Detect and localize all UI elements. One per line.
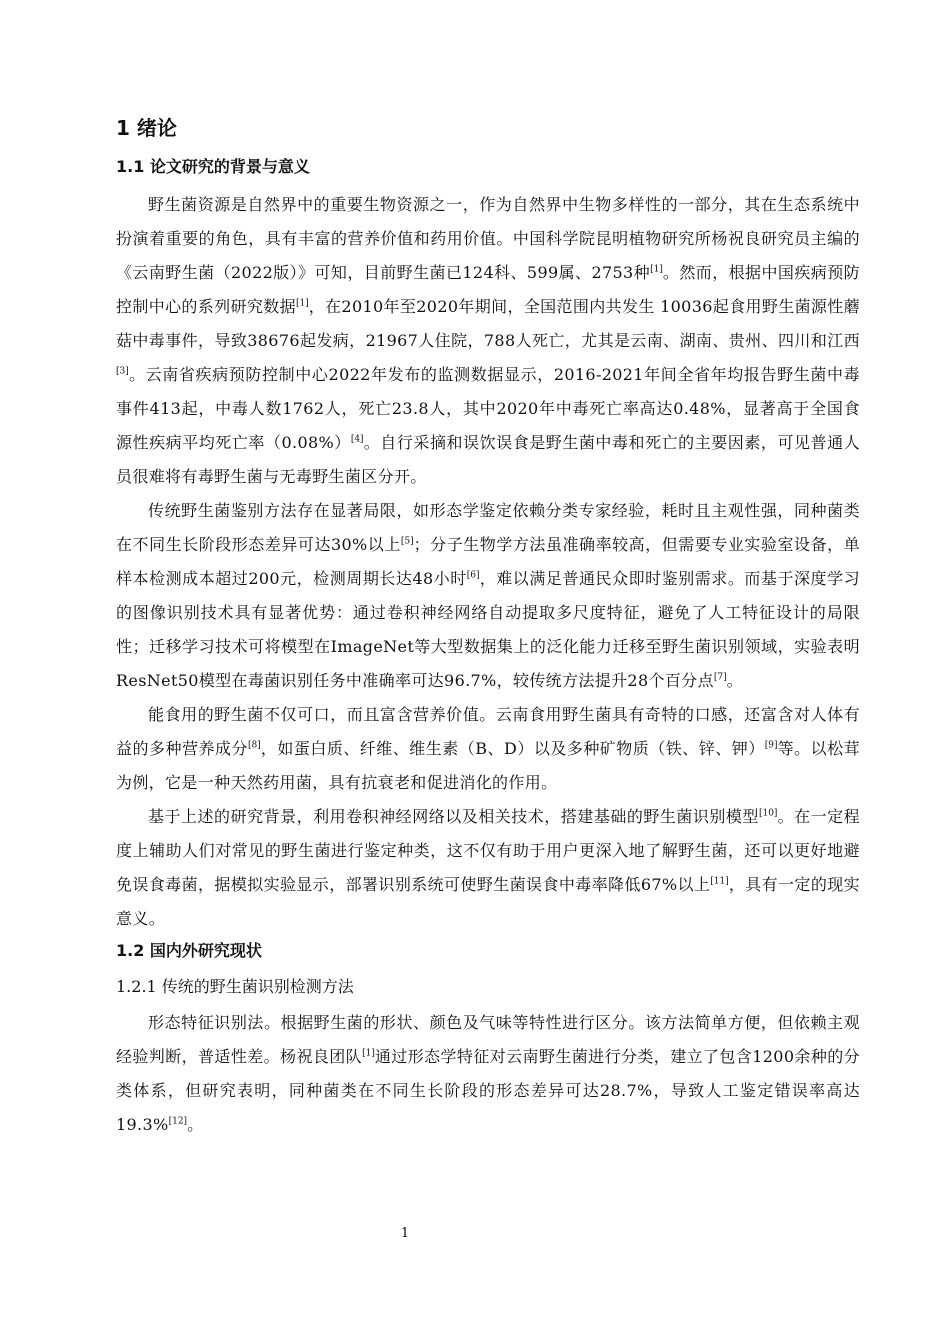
citation-marker: [3] xyxy=(116,366,129,377)
citation-marker: [6] xyxy=(466,570,480,581)
citation-marker: [1] xyxy=(362,1048,375,1059)
citation-marker: [11] xyxy=(710,876,729,887)
citation-marker: [8] xyxy=(247,740,261,751)
paragraph-nutrition: 能食用的野生菌不仅可口，而且富含营养价值。云南食用野生菌具有奇特的口感，还富含对人体有益的多种营养成分[8]，如蛋白质、纤维、维生素（B、D）以及多种矿物质（铁、锌、钾）[9]等。以松茸为例，它是一种天然药用菌，具有抗衰老和促进消化的作用。 xyxy=(116,705,860,792)
citation-marker: [1] xyxy=(295,298,309,309)
page-number: 1 xyxy=(400,1226,410,1241)
subsection-title-1-2-1: 1.2.1 传统的野生菌识别检测方法 xyxy=(116,977,354,996)
citation-marker: [7] xyxy=(713,672,727,683)
citation-marker: [1] xyxy=(650,264,663,275)
section-title-1-1: 1.1 论文研究的背景与意义 xyxy=(116,157,310,176)
citation-marker: [10] xyxy=(758,808,778,819)
citation-marker: [9] xyxy=(764,740,778,751)
page-body xyxy=(116,112,860,1142)
paragraph-significance: 基于上述的研究背景，利用卷积神经网络以及相关技术，搭建基础的野生菌识别模型[10]。在一定程度上辅助人们对常见的野生菌进行鉴定种类，这不仅有助于用户更深入地了解野生菌，还可以更好地避免误食毒菌，据模拟实验显示，部署识别系统可使野生菌误食中毒率降低67%以上[11]，具有一定的现实意义。 xyxy=(116,807,860,928)
citation-marker: [5] xyxy=(400,536,414,547)
section-title-1-2: 1.2 国内外研究现状 xyxy=(116,941,262,960)
paragraph-background: 野生菌资源是自然界中的重要生物资源之一，作为自然界中生物多样性的一部分，其在生态系统中扮演着重要的角色，具有丰富的营养价值和药用价值。中国科学院昆明植物研究所杨祝良研究员主编的《云南野生菌（2022版）》可知，目前野生菌已124科、599属、2753种[1]。然而，根据中国疾病预防控制中心的系列研究数据[1]，在2010年至2020年期间，全国范围内共发生 10036起食用野生菌源性蘑菇中毒事件，导致38676起发病，21967人住院，788人死亡，尤其是云南、湖南、贵州、四川和江西[3]。云南省疾病预防控制中心2022年发布的监测数据显示，2016-2021年间全省年均报告野生菌中毒事件413起，中毒人数1762人，死亡23.8人，其中2020年中毒死亡率高达0.48%，显著高于全国食源性疾病平均死亡率（0.08%）[4]。自行采摘和误饮误食是野生菌中毒和死亡的主要因素，可见普通人员很难将有毒野生菌与无毒野生菌区分开。 xyxy=(116,195,860,486)
citation-marker: [4] xyxy=(350,434,364,445)
paragraph-traditional-methods: 传统野生菌鉴别方法存在显著局限，如形态学鉴定依赖分类专家经验，耗时且主观性强，同种菌类在不同生长阶段形态差异可达30%以上[5]；分子生物学方法虽准确率较高，但需要专业实验室设备，单样本检测成本超过200元，检测周期长达48小时[6]，难以满足普通民众即时鉴别需求。而基于深度学习的图像识别技术具有显著优势：通过卷积神经网络自动提取多尺度特征，避免了人工特征设计的局限性；迁移学习技术可将模型在ImageNet等大型数据集上的泛化能力迁移至野生菌识别领域，实验表明ResNet50模型在毒菌识别任务中准确率可达96.7%，较传统方法提升28个百分点[7]。 xyxy=(116,501,860,690)
chapter-title: 1 绪论 xyxy=(116,116,177,140)
paragraph-morphology-method: 形态特征识别法。根据野生菌的形状、颜色及气味等特性进行区分。该方法简单方便，但依赖主观经验判断，普适性差。杨祝良团队[1]通过形态学特征对云南野生菌进行分类，建立了包含1200余种的分类体系，但研究表明，同种菌类在不同生长阶段的形态差异可达28.7%，导致人工鉴定错误率高达19.3%[12]。 xyxy=(116,1013,860,1134)
citation-marker: [12] xyxy=(168,1116,188,1127)
